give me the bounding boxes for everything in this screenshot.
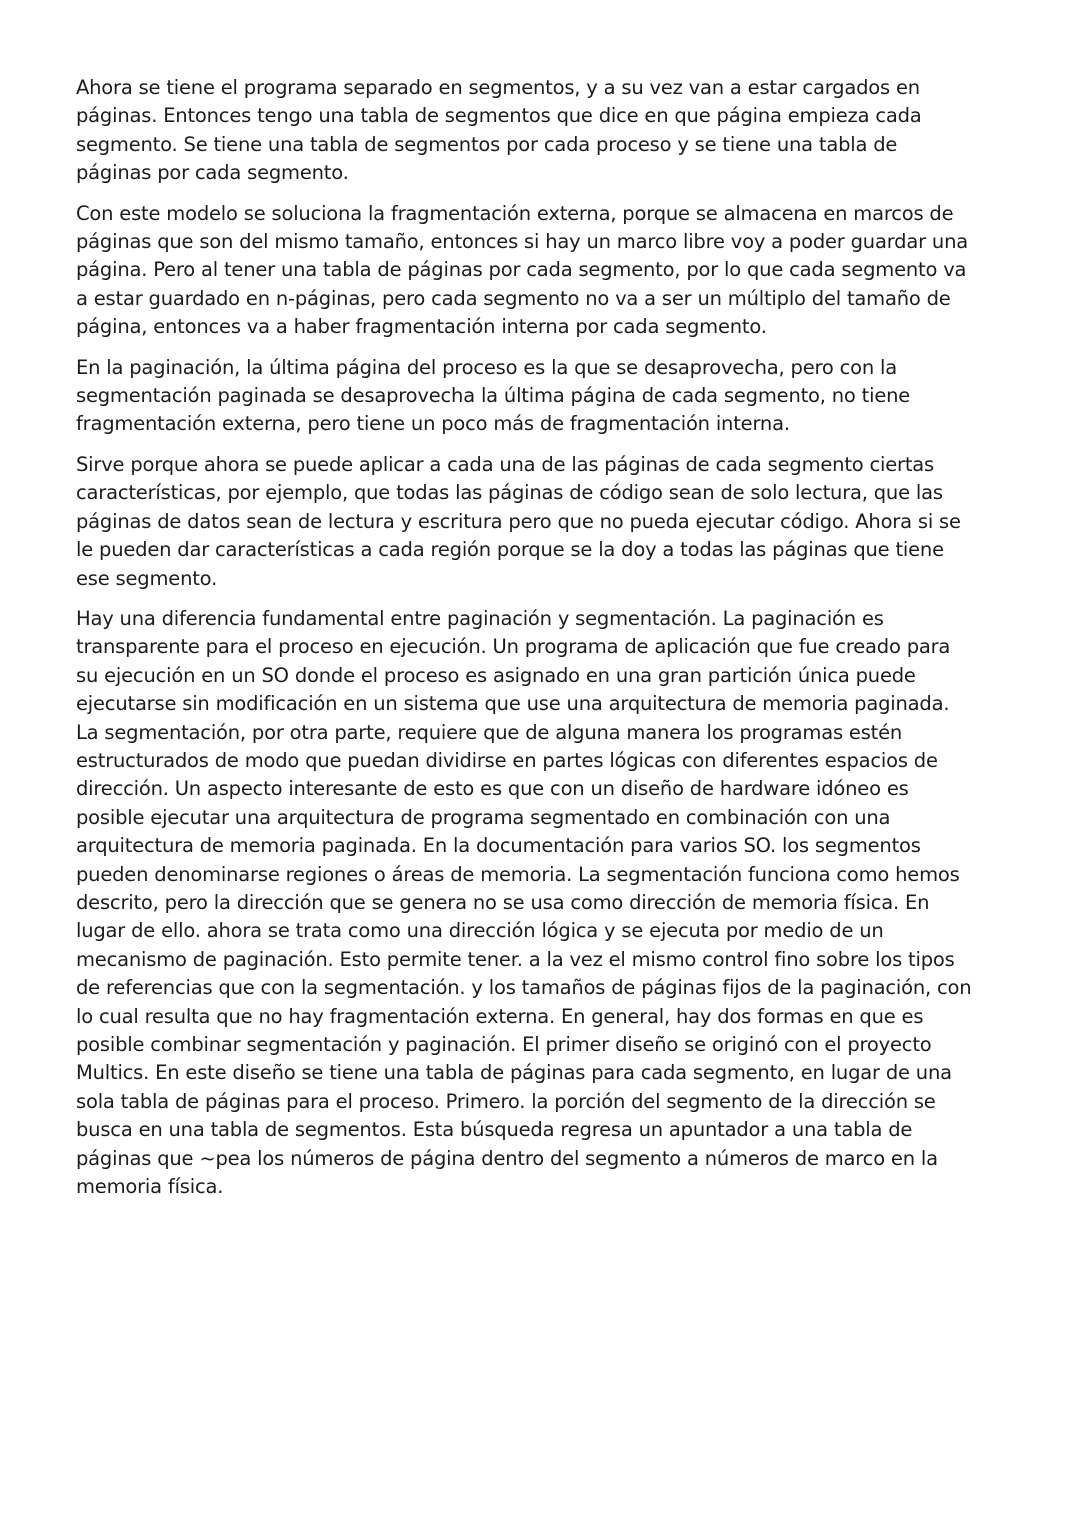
text-line: posible combinar segmentación y paginación. El primer diseño se originó con el proyecto xyxy=(76,1033,932,1056)
text-line: transparente para el proceso en ejecución. Un programa de aplicación que fue creado para xyxy=(76,635,951,659)
text-line: dirección. Un aspecto interesante de esto es que con un diseño de hardware idóneo es xyxy=(76,777,909,801)
paragraph-page-characteristics xyxy=(76,451,1008,593)
text-line: mecanismo de paginación. Esto permite tener. a la vez el mismo control fino sobre los tipos xyxy=(76,947,955,971)
text-line: ese segmento. xyxy=(76,566,218,590)
text-line: de referencias que con la segmentación. y los tamaños de páginas fijos de la paginación, con xyxy=(76,976,972,1000)
paragraph-segmented-program xyxy=(76,74,1008,188)
text-line: páginas que son del mismo tamaño, entonces si hay un marco libre voy a poder guardar una xyxy=(76,230,968,254)
text-line: páginas que ~pea los números de página dentro del segmento a números de marco en la xyxy=(76,1146,938,1170)
text-line: a estar guardado en n-páginas, pero cada segmento no va a ser un múltiplo del tamaño de xyxy=(76,286,951,310)
text-line: página. Pero al tener una tabla de páginas por cada segmento, por lo que cada segmento va xyxy=(76,258,967,282)
text-line: Hay una diferencia fundamental entre paginación y segmentación. La paginación es xyxy=(76,606,884,630)
text-line: características, por ejemplo, que todas las páginas de código sean de solo lectura, que las xyxy=(76,481,943,505)
text-line: arquitectura de memoria paginada. En la documentación para varios SO. los segmentos xyxy=(76,834,921,858)
paragraph-external-fragmentation xyxy=(76,200,1008,342)
text-line: La segmentación, por otra parte, requiere que de alguna manera los programas estén xyxy=(76,720,903,744)
text-line: memoria física. xyxy=(76,1175,224,1199)
text-line: En la paginación, la última página del proceso es la que se desaprovecha, pero con la xyxy=(76,355,897,379)
paragraph-paging-vs-segmentation xyxy=(76,605,1008,1202)
text-line: segmentación paginada se desaprovecha la última página de cada segmento, no tiene xyxy=(76,384,911,408)
text-line: Multics. En este diseño se tiene una tabla de páginas para cada segmento, en lugar de una xyxy=(76,1061,952,1085)
text-line: posible ejecutar una arquitectura de programa segmentado en combinación con una xyxy=(76,805,891,829)
text-line: le pueden dar características a cada región porque se la doy a todas las páginas que tiene xyxy=(76,538,944,562)
text-line: páginas por cada segmento. xyxy=(76,161,349,185)
text-line: lo cual resulta que no hay fragmentación externa. En general, hay dos formas en que es xyxy=(76,1004,924,1028)
paragraph-last-page-waste xyxy=(76,354,1008,439)
text-line: páginas de datos sean de lectura y escritura pero que no pueda ejecutar código. Ahora si se xyxy=(76,509,961,533)
document-body xyxy=(76,74,1008,1213)
text-line: páginas. Entonces tengo una tabla de segmentos que dice en que página empieza cada xyxy=(76,104,922,128)
text-line: busca en una tabla de segmentos. Esta búsqueda regresa un apuntador a una tabla de xyxy=(76,1118,913,1142)
text-line: ejecutarse sin modificación en un sistema que use una arquitectura de memoria paginada. xyxy=(76,692,950,716)
text-line: página, entonces va a haber fragmentación interna por cada segmento. xyxy=(76,315,767,339)
text-line: Sirve porque ahora se puede aplicar a cada una de las páginas de cada segmento ciertas xyxy=(76,452,935,476)
text-line: lugar de ello. ahora se trata como una dirección lógica y se ejecuta por medio de un xyxy=(76,919,884,943)
text-line: sola tabla de páginas para el proceso. Primero. la porción del segmento de la dirección se xyxy=(76,1089,936,1113)
text-line: estructurados de modo que puedan dividirse en partes lógicas con diferentes espacios de xyxy=(76,748,938,772)
text-line: su ejecución en un SO donde el proceso es asignado en una gran partición única puede xyxy=(76,663,916,687)
text-line: fragmentación externa, pero tiene un poco más de fragmentación interna. xyxy=(76,412,790,436)
text-line: descrito, pero la dirección que se genera no se usa como dirección de memoria física. En xyxy=(76,890,930,914)
text-line: segmento. Se tiene una tabla de segmentos por cada proceso y se tiene una tabla de xyxy=(76,132,898,156)
text-line: pueden denominarse regiones o áreas de memoria. La segmentación funciona como hemos xyxy=(76,862,960,886)
text-line: Con este modelo se soluciona la fragmentación externa, porque se almacena en marcos de xyxy=(76,201,954,225)
text-line: Ahora se tiene el programa separado en segmentos, y a su vez van a estar cargados en xyxy=(76,76,920,99)
